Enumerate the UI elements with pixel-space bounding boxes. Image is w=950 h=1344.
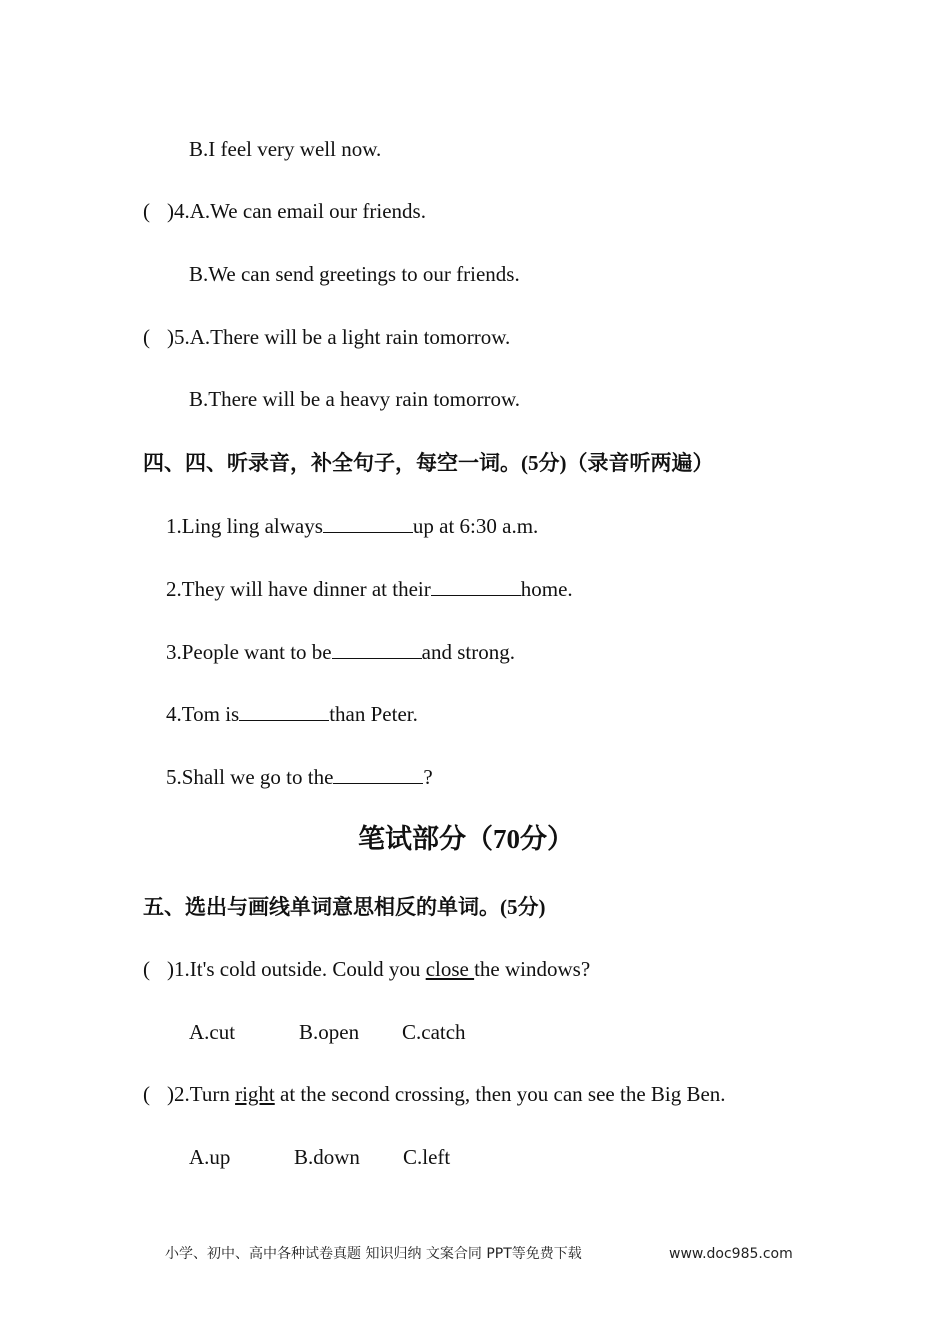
- blank-line: [332, 638, 422, 659]
- answer-paren: (: [143, 957, 150, 981]
- answer-paren: (: [143, 1082, 150, 1106]
- option-c: C.catch: [402, 1020, 466, 1044]
- option-b: B.open: [299, 1020, 360, 1044]
- written-part-title: 笔试部分（70分）: [358, 824, 574, 854]
- answer-paren: (: [143, 199, 150, 223]
- answer-paren: (: [143, 325, 150, 349]
- option-a: A.up: [189, 1145, 231, 1169]
- footer-text: 小学、初中、高中各种试卷真题 知识归纳 文案合同 PPT等免费下载: [165, 1246, 582, 1262]
- s5-q1-options: [189, 1019, 466, 1045]
- footer-url[interactable]: www.doc985.com: [669, 1246, 793, 1262]
- q5-option-b: B.There will be a heavy rain tomorrow.: [189, 387, 521, 411]
- blank-line: [323, 512, 413, 533]
- blank-line: [239, 700, 329, 721]
- q4-option-b: B.We can send greetings to our friends.: [189, 262, 520, 286]
- q5-label: )5.A.There will be a light rain tomorrow.: [167, 325, 511, 349]
- fill-item-4: 4.Tom is than Peter.: [166, 702, 418, 726]
- s5-q1-question: ( )1.It's cold outside. Could you close the windows?: [143, 957, 591, 981]
- fill-item-5: 5.Shall we go to the ?: [166, 765, 433, 789]
- option-a: A.cut: [189, 1020, 236, 1044]
- s5-q2-question: ( )2.Turn right at the second crossing, then you can see the Big Ben.: [143, 1082, 726, 1106]
- fill-item-1: 1.Ling ling always up at 6:30 a.m.: [166, 514, 539, 538]
- blank-line: [333, 763, 423, 784]
- fill-item-2: 2.They will have dinner at their home.: [166, 577, 573, 601]
- section4-heading: 四、四、听录音，补全句子，每空一词。(5分)（录音听两遍）: [143, 451, 714, 475]
- section5-heading: 五、选出与画线单词意思相反的单词。(5分): [143, 895, 546, 919]
- q4-question: [143, 198, 426, 224]
- underlined-word: right: [235, 1082, 275, 1106]
- q3-option-b: B.I feel very well now.: [189, 137, 382, 161]
- s5-q2-options: [189, 1144, 450, 1170]
- fill-item-3: 3.People want to be and strong.: [166, 640, 515, 664]
- option-c: C.left: [403, 1145, 451, 1169]
- blank-line: [431, 575, 521, 596]
- underlined-word: close: [425, 957, 475, 981]
- q4-label: )4.A.We can email our friends.: [167, 199, 426, 223]
- q5-question: [143, 324, 510, 350]
- option-b: B.down: [294, 1145, 360, 1169]
